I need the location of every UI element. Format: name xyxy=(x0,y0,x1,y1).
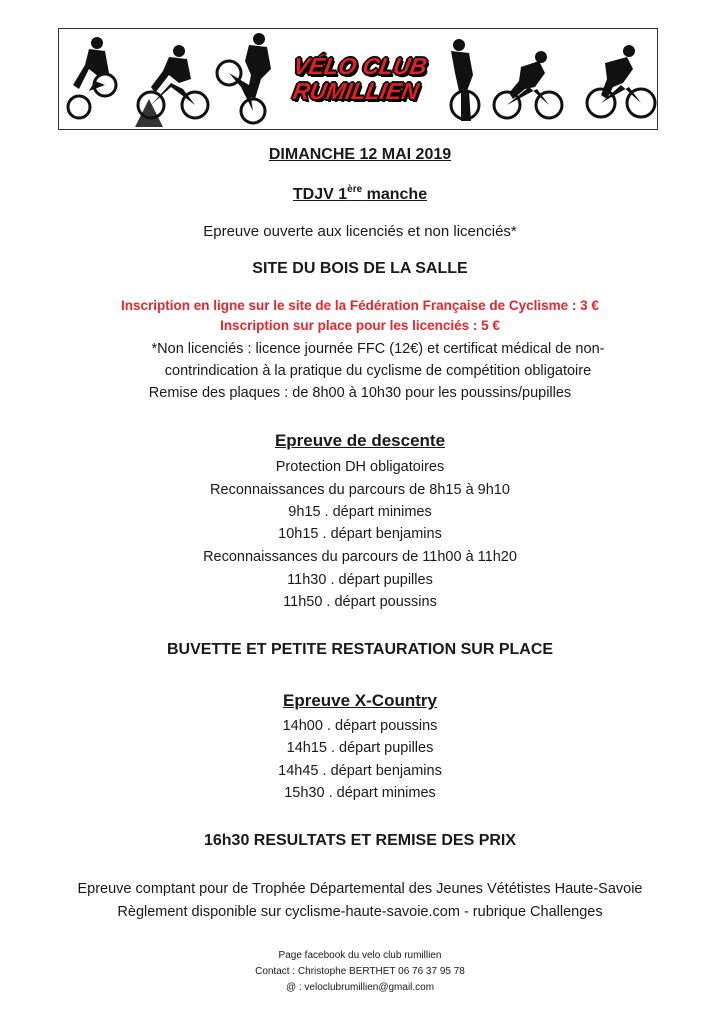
title-rest: manche xyxy=(362,186,428,203)
header-banner xyxy=(58,28,658,130)
logo-line-1: VÉLO CLUB xyxy=(291,53,430,79)
trophy-line-1: Epreuve comptant pour de Trophée Départemental des Jeunes Vététistes Haute-Savoie xyxy=(77,881,643,897)
descent-line: 11h50 . départ poussins xyxy=(283,594,437,610)
registration-online: Inscription en ligne sur le site de la Fédération Française de Cyclisme : 3 € xyxy=(121,298,599,313)
descent-line: 11h30 . départ pupilles xyxy=(287,572,433,588)
descent-line: 9h15 . départ minimes xyxy=(288,504,432,520)
footer-facebook: Page facebook du velo club rumillien xyxy=(278,950,442,961)
registration-onsite: Inscription sur place pour les licenciés : 5 € xyxy=(220,318,500,333)
descent-line: Reconnaissances du parcours de 8h15 à 9h10 xyxy=(210,482,510,498)
event-title xyxy=(0,184,720,204)
open-to: Epreuve ouverte aux licenciés et non licenciés* xyxy=(203,223,517,240)
title-main: TDJV 1 xyxy=(292,186,348,203)
descent-line: 10h15 . départ benjamins xyxy=(278,526,442,542)
license-note-2: contrindication à la pratique du cyclisme de compétition obligatoire xyxy=(164,363,592,379)
club-logo xyxy=(279,46,437,112)
buvette-notice: BUVETTE ET PETITE RESTAURATION SUR PLACE xyxy=(166,641,554,658)
descent-line: Protection DH obligatoires xyxy=(275,459,445,475)
footer-email: @ : veloclubrumillien@gmail.com xyxy=(285,982,435,993)
descent-line: Reconnaissances du parcours de 11h00 à 11h20 xyxy=(203,549,517,565)
results-heading: 16h30 RESULTATS ET REMISE DES PRIX xyxy=(203,832,517,849)
title-sup: ère xyxy=(347,184,363,195)
trophy-line-2: Règlement disponible sur cyclisme-haute-savoie.com - rubrique Challenges xyxy=(117,904,603,920)
descent-heading: Epreuve de descente xyxy=(274,431,446,450)
footer-contact: Contact : Christophe BERTHET 06 76 37 95 78 xyxy=(255,966,465,977)
site-name: SITE DU BOIS DE LA SALLE xyxy=(252,260,468,277)
license-note-1: *Non licenciés : licence journée FFC (12€) et certificat médical de non- xyxy=(151,341,605,357)
xcountry-line: 14h15 . départ pupilles xyxy=(286,740,434,756)
xcountry-line: 14h45 . départ benjamins xyxy=(278,763,442,779)
xcountry-line: 14h00 . départ poussins xyxy=(282,718,438,734)
plates-info: Remise des plaques : de 8h00 à 10h30 pour les poussins/pupilles xyxy=(148,385,572,401)
logo-line-2: RUMILLIEN xyxy=(290,78,421,104)
xcountry-line: 15h30 . départ minimes xyxy=(284,785,436,801)
event-date: DIMANCHE 12 MAI 2019 xyxy=(268,146,452,163)
xcountry-heading: Epreuve X-Country xyxy=(283,691,437,710)
